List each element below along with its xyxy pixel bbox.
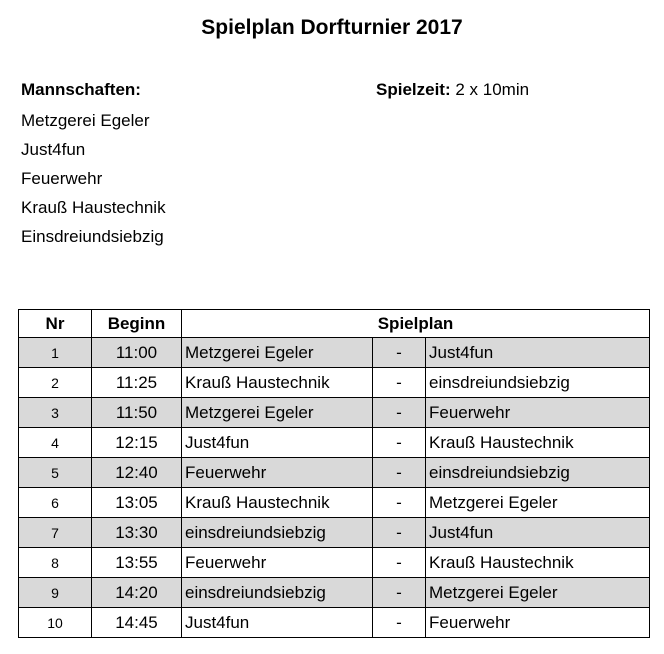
start-time: 14:20	[92, 578, 182, 608]
match-number: 3	[19, 398, 92, 428]
versus-separator: -	[373, 368, 426, 398]
start-time: 11:25	[92, 368, 182, 398]
table-row	[19, 428, 650, 458]
versus-separator: -	[373, 398, 426, 428]
playtime-label: Spielzeit:	[376, 80, 451, 99]
header-plan: Spielplan	[182, 310, 650, 338]
versus-separator: -	[373, 578, 426, 608]
away-team: einsdreiundsiebzig	[426, 458, 650, 488]
header-begin: Beginn	[92, 310, 182, 338]
versus-separator: -	[373, 548, 426, 578]
start-time: 13:05	[92, 488, 182, 518]
table-row	[19, 518, 650, 548]
start-time: 12:15	[92, 428, 182, 458]
match-number: 10	[19, 608, 92, 638]
page-title: Spielplan Dorfturnier 2017	[201, 16, 463, 39]
away-team: einsdreiundsiebzig	[426, 368, 650, 398]
header-row	[19, 310, 650, 338]
home-team: Just4fun	[182, 428, 373, 458]
home-team: Feuerwehr	[182, 458, 373, 488]
home-team: einsdreiundsiebzig	[182, 578, 373, 608]
home-team: Metzgerei Egeler	[182, 398, 373, 428]
schedule-table	[18, 309, 650, 638]
away-team: Just4fun	[426, 518, 650, 548]
versus-separator: -	[373, 428, 426, 458]
team-item: Just4fun	[21, 140, 86, 159]
table-row	[19, 548, 650, 578]
match-number: 9	[19, 578, 92, 608]
table-row	[19, 578, 650, 608]
versus-separator: -	[373, 518, 426, 548]
table-row	[19, 338, 650, 368]
start-time: 13:55	[92, 548, 182, 578]
match-number: 6	[19, 488, 92, 518]
versus-separator: -	[373, 488, 426, 518]
away-team: Just4fun	[426, 338, 650, 368]
versus-separator: -	[373, 458, 426, 488]
table-row	[19, 608, 650, 638]
versus-separator: -	[373, 608, 426, 638]
team-item: Metzgerei Egeler	[21, 111, 150, 130]
match-number: 1	[19, 338, 92, 368]
teams-heading: Mannschaften:	[21, 80, 141, 99]
match-number: 8	[19, 548, 92, 578]
home-team: Krauß Haustechnik	[182, 488, 373, 518]
start-time: 13:30	[92, 518, 182, 548]
team-item: Krauß Haustechnik	[21, 198, 166, 217]
home-team: Feuerwehr	[182, 548, 373, 578]
home-team: Metzgerei Egeler	[182, 338, 373, 368]
home-team: Just4fun	[182, 608, 373, 638]
match-number: 4	[19, 428, 92, 458]
away-team: Krauß Haustechnik	[426, 548, 650, 578]
match-number: 5	[19, 458, 92, 488]
table-row	[19, 368, 650, 398]
away-team: Metzgerei Egeler	[426, 578, 650, 608]
start-time: 12:40	[92, 458, 182, 488]
start-time: 11:00	[92, 338, 182, 368]
playtime	[376, 80, 529, 100]
playtime-value: 2 x 10min	[450, 80, 530, 99]
away-team: Feuerwehr	[426, 608, 650, 638]
table-row	[19, 398, 650, 428]
table-row	[19, 458, 650, 488]
match-number: 7	[19, 518, 92, 548]
away-team: Krauß Haustechnik	[426, 428, 650, 458]
start-time: 11:50	[92, 398, 182, 428]
team-list	[21, 108, 166, 253]
versus-separator: -	[373, 338, 426, 368]
table-row	[19, 488, 650, 518]
start-time: 14:45	[92, 608, 182, 638]
team-item: Einsdreiundsiebzig	[21, 227, 164, 246]
header-nr: Nr	[19, 310, 92, 338]
home-team: Krauß Haustechnik	[182, 368, 373, 398]
home-team: einsdreiundsiebzig	[182, 518, 373, 548]
away-team: Feuerwehr	[426, 398, 650, 428]
away-team: Metzgerei Egeler	[426, 488, 650, 518]
match-number: 2	[19, 368, 92, 398]
team-item: Feuerwehr	[21, 169, 103, 188]
schedule-body	[19, 338, 650, 638]
